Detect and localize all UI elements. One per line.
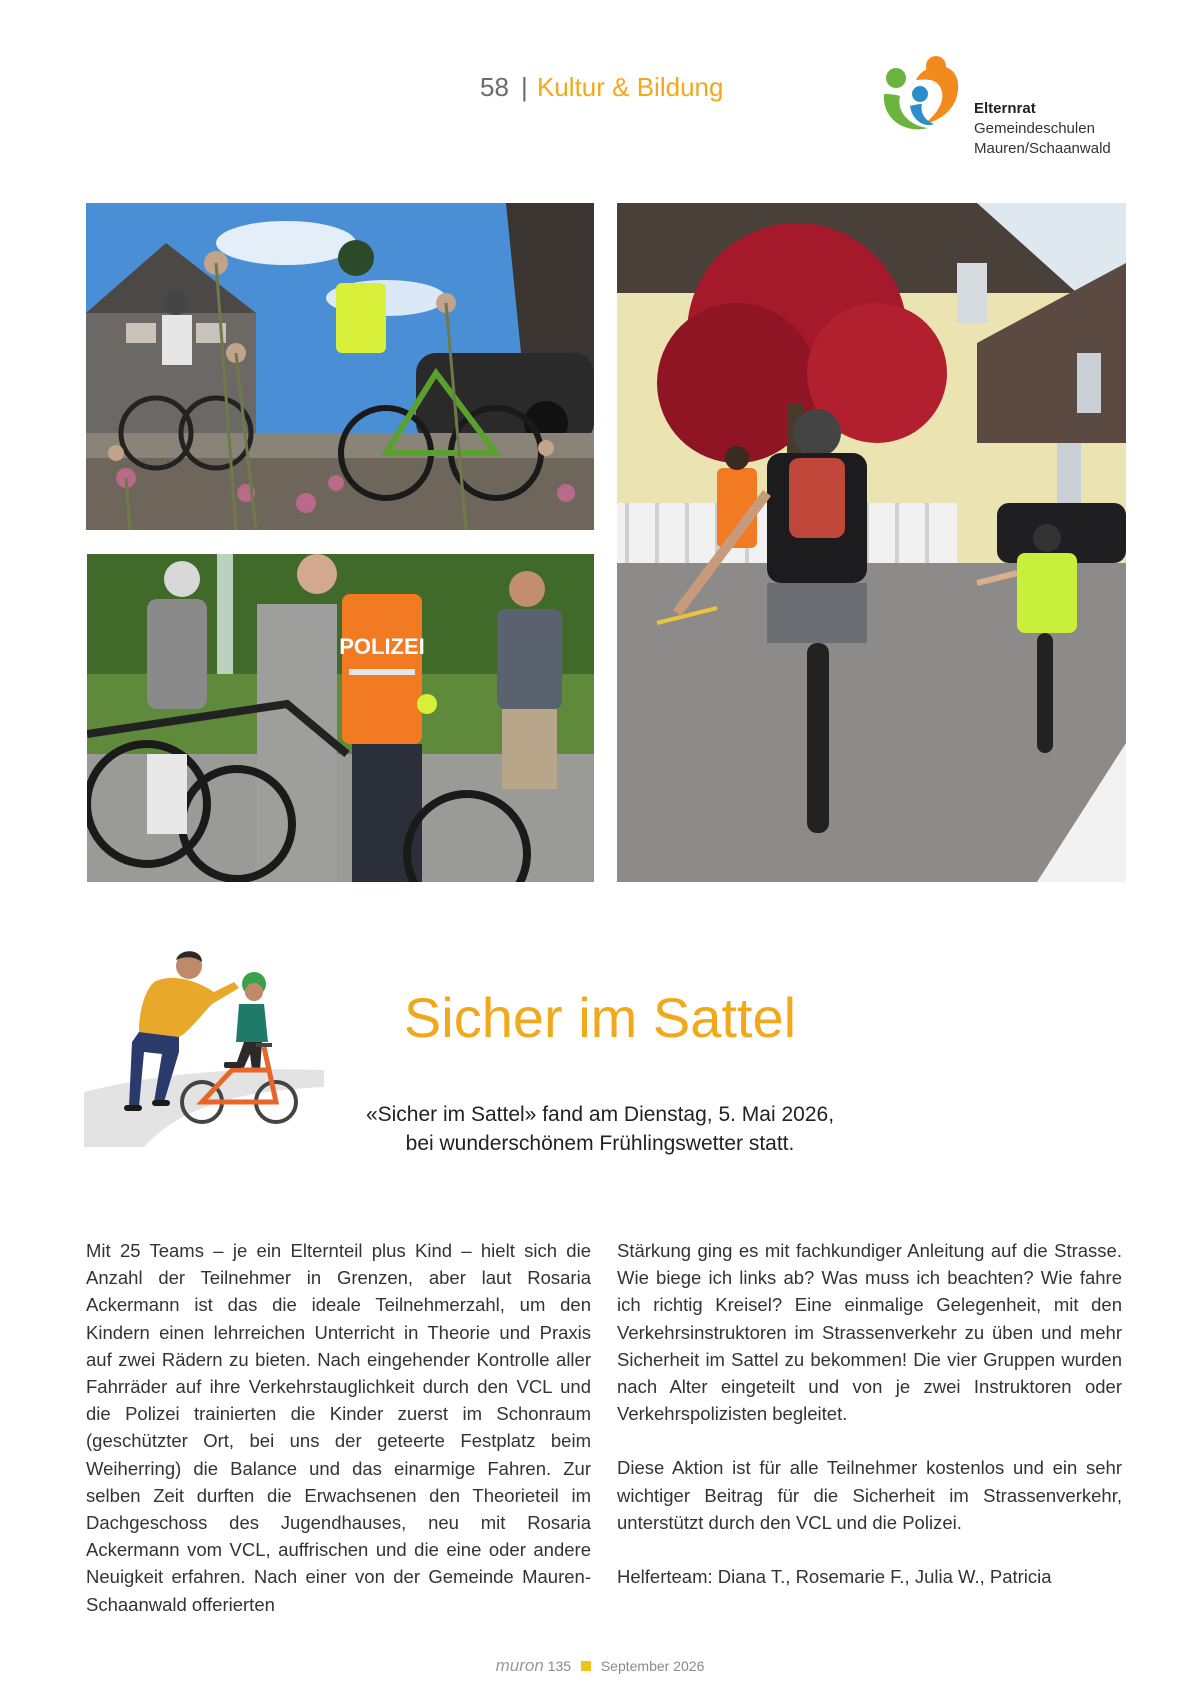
elternrat-logo-icon	[876, 50, 968, 142]
lead-line-2: bei wunderschönem Frühlingswetter statt.	[405, 1132, 795, 1155]
paragraph: Mit 25 Teams – je ein Elternteil plus Kind – hielt sich die Anzahl der Teilnehmer in Grenzen, aber laut Rosaria Ackermann ist das die ideale Teilnehmerzahl, um den Kindern einen lehrreichen Unterricht in Theorie und Praxis auf zwei Rädern zu bieten. Nach eingehender Kontrolle aller Fahrräder auf ihre Verkehrstauglichkeit durch den VCL und die Polizei trainierten die Kinder zuerst im Schonraum (geschützter Ort, bei uns der geteerte Festplatz beim Weiherring) die Balance und das einarmige Fahren. Zur selben Zeit durften die Erwachsenen den Theorieteil im Dachgeschoss des Jugendhauses, neu mit Rosaria Ackermann vom VCL, auffrischen und die eine oder andere Neuigkeit erfahren. Nach einer von der Gemeinde Mauren-Schaanwald offerierten	[86, 1240, 591, 1615]
photo-police-bike-check	[87, 554, 594, 882]
vest-label: POLIZEI	[339, 634, 425, 659]
header-separator: |	[521, 72, 528, 102]
page-number: 58	[480, 72, 509, 102]
logo-line-3: Mauren/Schaanwald	[974, 140, 1111, 157]
article-column-left	[86, 1237, 591, 1645]
article-lead	[330, 1100, 870, 1158]
paragraph: Diese Aktion ist für alle Teilnehmer kostenlos und ein sehr wichtiger Beitrag für die Sicherheit im Strassenverkehr, unterstützt durch den VCL und die Polizei.	[617, 1457, 1122, 1533]
page-footer	[0, 1656, 1200, 1676]
photo-street-cycling	[617, 203, 1126, 882]
logo-line-2: Gemeindeschulen	[974, 120, 1095, 137]
paragraph: Helferteam: Diana T., Rosemarie F., Julia W., Patricia	[617, 1566, 1052, 1588]
lead-line-1: «Sicher im Sattel» fand am Dienstag, 5. Mai 2026,	[365, 1103, 835, 1126]
article-title: Sicher im Sattel	[403, 986, 797, 1049]
section-title: Kultur & Bildung	[537, 72, 724, 102]
photo-child-cycling	[86, 203, 594, 530]
illustration-parent-child-bike	[84, 942, 324, 1147]
elternrat-logo	[876, 50, 1136, 160]
article-column-right	[617, 1237, 1122, 1617]
footer-square-icon	[581, 1661, 591, 1671]
footer-date: September 2026	[600, 1658, 705, 1674]
paragraph: Stärkung ging es mit fachkundiger Anleitung auf die Strasse. Wie biege ich links ab? Was muss ich beachten? Wie fahre ich richtig Kreisel? Eine einmalige Gelegenheit, mit den Verkehrsinstruktoren im Strassenverkehr zu üben und mehr Sicherheit im Sattel zu bekommen! Die vier Gruppen wurden nach Alter eingeteilt und von je zwei Instruktoren oder Verkehrspolizisten begleitet.	[617, 1240, 1122, 1425]
footer-issue: 135	[547, 1658, 572, 1674]
logo-line-1: Elternrat	[974, 100, 1036, 117]
footer-brand: muron	[495, 1656, 544, 1675]
